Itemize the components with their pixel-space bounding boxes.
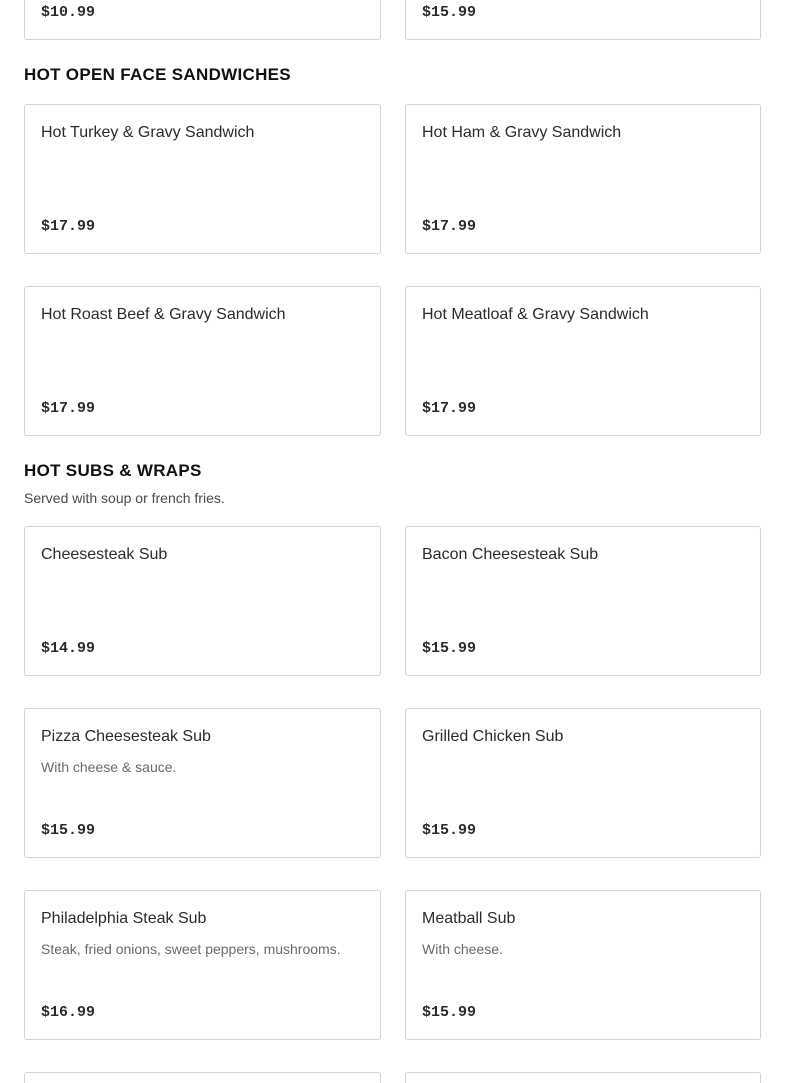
item-description: With cheese. bbox=[422, 941, 503, 957]
menu-item-card[interactable] bbox=[24, 890, 381, 1040]
menu-item-card[interactable] bbox=[405, 890, 761, 1040]
menu-item-card[interactable] bbox=[24, 1072, 381, 1083]
item-description: Steak, fried onions, sweet peppers, mushrooms. bbox=[41, 941, 341, 957]
item-price: $15.99 bbox=[41, 822, 96, 839]
menu-item-card[interactable] bbox=[405, 526, 761, 676]
menu-item-card[interactable] bbox=[24, 0, 381, 40]
item-name: Hot Roast Beef & Gravy Sandwich bbox=[41, 306, 286, 323]
item-name: Hot Ham & Gravy Sandwich bbox=[422, 124, 622, 141]
item-price: $17.99 bbox=[41, 218, 96, 235]
item-name: Meatball Sub bbox=[422, 910, 516, 927]
item-name: Pizza Cheesesteak Sub bbox=[41, 728, 211, 745]
section-subtitle: Served with soup or french fries. bbox=[24, 490, 225, 506]
menu-item-card[interactable] bbox=[405, 708, 761, 858]
section-title: HOT OPEN FACE SANDWICHES bbox=[24, 65, 291, 84]
menu-item-card[interactable] bbox=[405, 286, 761, 436]
menu-item-card[interactable] bbox=[24, 526, 381, 676]
item-name: Hot Meatloaf & Gravy Sandwich bbox=[422, 306, 649, 323]
item-price: $15.99 bbox=[422, 1004, 477, 1021]
menu-item-card[interactable] bbox=[405, 104, 761, 254]
item-price: $15.99 bbox=[422, 822, 477, 839]
item-description: With cheese & sauce. bbox=[41, 759, 177, 775]
item-price: $14.99 bbox=[41, 640, 96, 657]
item-price: $16.99 bbox=[41, 1004, 96, 1021]
menu-item-card[interactable] bbox=[24, 708, 381, 858]
item-price: $17.99 bbox=[422, 400, 477, 417]
section-title: HOT SUBS & WRAPS bbox=[24, 461, 202, 480]
item-name: Bacon Cheesesteak Sub bbox=[422, 546, 599, 563]
item-price: $15.99 bbox=[422, 640, 477, 657]
item-name: Philadelphia Steak Sub bbox=[41, 910, 207, 927]
item-name: Grilled Chicken Sub bbox=[422, 728, 564, 745]
item-name: Cheesesteak Sub bbox=[41, 546, 168, 563]
menu-item-card[interactable] bbox=[405, 1072, 761, 1083]
item-name: Hot Turkey & Gravy Sandwich bbox=[41, 124, 255, 141]
menu-item-card[interactable] bbox=[24, 286, 381, 436]
item-price: $15.99 bbox=[422, 4, 477, 21]
menu-item-card[interactable] bbox=[405, 0, 761, 40]
item-price: $17.99 bbox=[422, 218, 477, 235]
item-price: $10.99 bbox=[41, 4, 96, 21]
menu-item-card[interactable] bbox=[24, 104, 381, 254]
item-price: $17.99 bbox=[41, 400, 96, 417]
